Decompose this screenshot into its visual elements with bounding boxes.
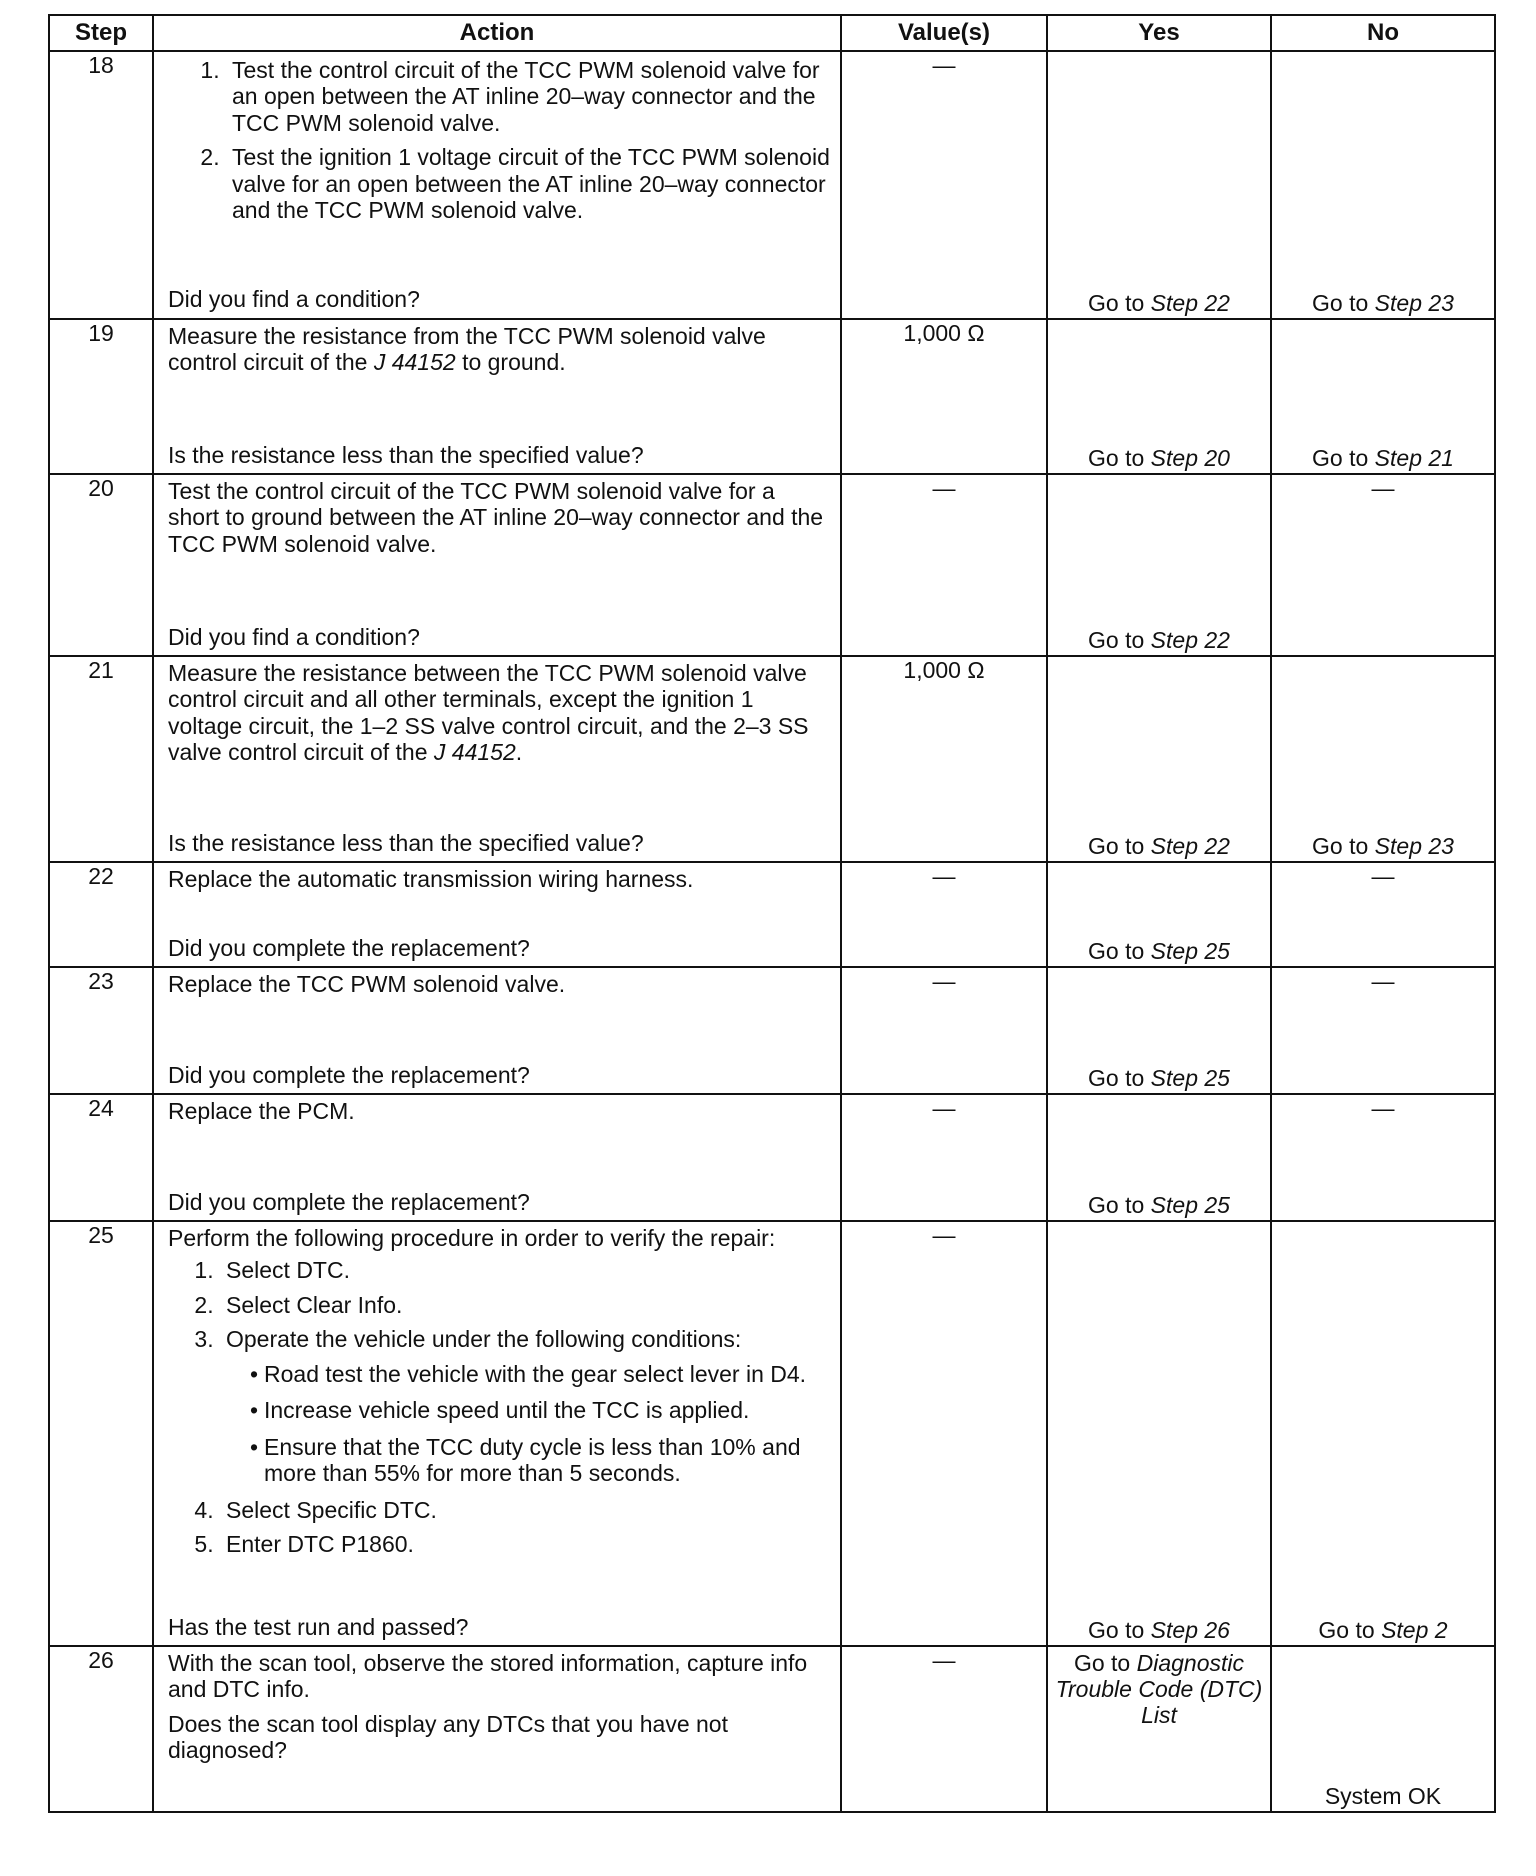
yes-cell (1047, 967, 1271, 1094)
yes-goto[interactable]: Go to Diagnostic Trouble Code (DTC) List (1055, 1650, 1263, 1728)
yes-cell (1047, 1221, 1271, 1646)
no-cell (1271, 319, 1495, 474)
header-yes: Yes (1047, 15, 1271, 51)
value-cell: — (841, 862, 1047, 967)
value-cell: — (841, 1094, 1047, 1221)
action-cell (153, 474, 841, 656)
no-cell (1271, 1221, 1495, 1646)
list-item: 1. Test the control circuit of the TCC PWM solenoid valve for an open between the AT inline 20–way connector and the TCC PWM solenoid valve. (226, 57, 830, 136)
no-goto[interactable]: Go to Step 2 (1318, 1616, 1448, 1643)
table-row (49, 319, 1495, 474)
action-text: With the scan tool, observe the stored information, capture info and DTC info. (168, 1650, 808, 1703)
no-cell (1271, 1646, 1495, 1812)
action-text: Replace the TCC PWM solenoid valve. (168, 971, 566, 997)
no-cell (1271, 656, 1495, 862)
action-cell (153, 862, 841, 967)
action-question: Is the resistance less than the specified value? (168, 829, 644, 856)
yes-cell (1047, 1646, 1271, 1812)
yes-cell (1047, 319, 1271, 474)
system-ok-text: System OK (1324, 1782, 1442, 1809)
action-text: Measure the resistance from the TCC PWM solenoid valve control circuit of the J 44152 to ground. (168, 323, 766, 376)
yes-cell (1047, 656, 1271, 862)
action-text: Test the control circuit of the TCC PWM solenoid valve for a short to ground between the AT inline 20–way connector and the TCC PWM solenoid valve. (168, 478, 824, 557)
no-cell: — (1271, 862, 1495, 967)
step-number: 23 (49, 967, 153, 1094)
condition-list (226, 1361, 830, 1487)
no-goto[interactable]: Go to Step 21 (1312, 444, 1454, 471)
yes-goto[interactable]: Go to Step 25 (1088, 1064, 1230, 1091)
step-number: 19 (49, 319, 153, 474)
tool-reference: J 44152 (373, 349, 456, 376)
value-cell: — (841, 1646, 1047, 1812)
yes-goto[interactable]: Go to Step 26 (1088, 1616, 1230, 1643)
no-cell: — (1271, 1094, 1495, 1221)
action-question: Did you find a condition? (168, 285, 420, 312)
action-cell (153, 1094, 841, 1221)
yes-cell (1047, 1094, 1271, 1221)
action-cell (153, 967, 841, 1094)
list-item: 1. Select DTC. (220, 1257, 830, 1283)
table-row (49, 1221, 1495, 1646)
diagnostic-page (48, 14, 1494, 1813)
yes-goto[interactable]: Go to Step 25 (1088, 937, 1230, 964)
table-row (49, 967, 1495, 1094)
step-number: 20 (49, 474, 153, 656)
no-cell: — (1271, 474, 1495, 656)
list-item: 3. Operate the vehicle under the following conditions: • Road test the vehicle with the gear select lever in D4. • Increase vehicle speed until the TCC is applied. • Ensure that the TCC duty cycle is less than 10% and more than 55% for more than 5 seconds. (220, 1326, 830, 1486)
yes-goto[interactable]: Go to Step 22 (1088, 626, 1230, 653)
list-item: • Ensure that the TCC duty cycle is less than 10% and more than 55% for more than 5 seconds. (250, 1434, 830, 1487)
table-row (49, 656, 1495, 862)
action-question: Did you complete the replacement? (168, 1188, 530, 1215)
action-intro: Perform the following procedure in order to verify the repair: (168, 1225, 776, 1251)
list-item: 4. Select Specific DTC. (220, 1497, 830, 1523)
value-cell: — (841, 51, 1047, 319)
header-values: Value(s) (841, 15, 1047, 51)
table-row (49, 1094, 1495, 1221)
header-action: Action (153, 15, 841, 51)
action-text: Measure the resistance between the TCC PWM solenoid valve control circuit and all other terminals, except the ignition 1 voltage circuit, the 1–2 SS valve control circuit, and the 2–3 SS valve control circuit of the J 44152. (168, 660, 809, 766)
action-question: Has the test run and passed? (168, 1613, 469, 1640)
step-number: 24 (49, 1094, 153, 1221)
yes-goto[interactable]: Go to Step 22 (1088, 832, 1230, 859)
step-number: 26 (49, 1646, 153, 1812)
yes-goto[interactable]: Go to Step 22 (1088, 289, 1230, 316)
action-text: Replace the PCM. (168, 1098, 355, 1124)
no-goto[interactable]: Go to Step 23 (1312, 289, 1454, 316)
no-cell (1271, 51, 1495, 319)
action-cell (153, 656, 841, 862)
list-item: • Road test the vehicle with the gear select lever in D4. (250, 1361, 830, 1387)
yes-goto[interactable]: Go to Step 20 (1088, 444, 1230, 471)
action-question: Is the resistance less than the specified value? (168, 441, 644, 468)
list-item: 2. Select Clear Info. (220, 1292, 830, 1318)
header-row (49, 15, 1495, 51)
action-question: Does the scan tool display any DTCs that you have not diagnosed? (168, 1710, 728, 1764)
list-item: 5. Enter DTC P1860. (220, 1531, 830, 1557)
step-number: 21 (49, 656, 153, 862)
step-number: 18 (49, 51, 153, 319)
action-steps (168, 57, 830, 232)
list-item: • Increase vehicle speed until the TCC is applied. (250, 1397, 830, 1423)
yes-cell (1047, 862, 1271, 967)
yes-cell (1047, 51, 1271, 319)
tool-reference: J 44152 (433, 739, 516, 766)
table-row (49, 1646, 1495, 1812)
value-cell: 1,000 Ω (841, 319, 1047, 474)
step-number: 22 (49, 862, 153, 967)
step-number: 25 (49, 1221, 153, 1646)
table-row (49, 862, 1495, 967)
table-row (49, 474, 1495, 656)
table-row (49, 51, 1495, 319)
yes-cell (1047, 474, 1271, 656)
action-cell (153, 319, 841, 474)
action-question: Did you complete the replacement? (168, 934, 530, 961)
action-cell (153, 1221, 841, 1646)
header-no: No (1271, 15, 1495, 51)
action-steps (168, 1257, 830, 1557)
no-goto[interactable]: Go to Step 23 (1312, 832, 1454, 859)
action-question: Did you find a condition? (168, 623, 420, 650)
value-cell: — (841, 967, 1047, 1094)
list-item: 2. Test the ignition 1 voltage circuit of the TCC PWM solenoid valve for an open between the AT inline 20–way connector and the TCC PWM solenoid valve. (226, 144, 830, 223)
action-cell (153, 51, 841, 319)
yes-goto[interactable]: Go to Step 25 (1088, 1191, 1230, 1218)
action-question: Did you complete the replacement? (168, 1061, 530, 1088)
header-step: Step (49, 15, 153, 51)
no-cell: — (1271, 967, 1495, 1094)
value-cell: — (841, 1221, 1047, 1646)
action-text: Replace the automatic transmission wiring harness. (168, 866, 694, 892)
action-cell (153, 1646, 841, 1812)
diagnostic-table (48, 14, 1496, 1813)
value-cell: — (841, 474, 1047, 656)
value-cell: 1,000 Ω (841, 656, 1047, 862)
